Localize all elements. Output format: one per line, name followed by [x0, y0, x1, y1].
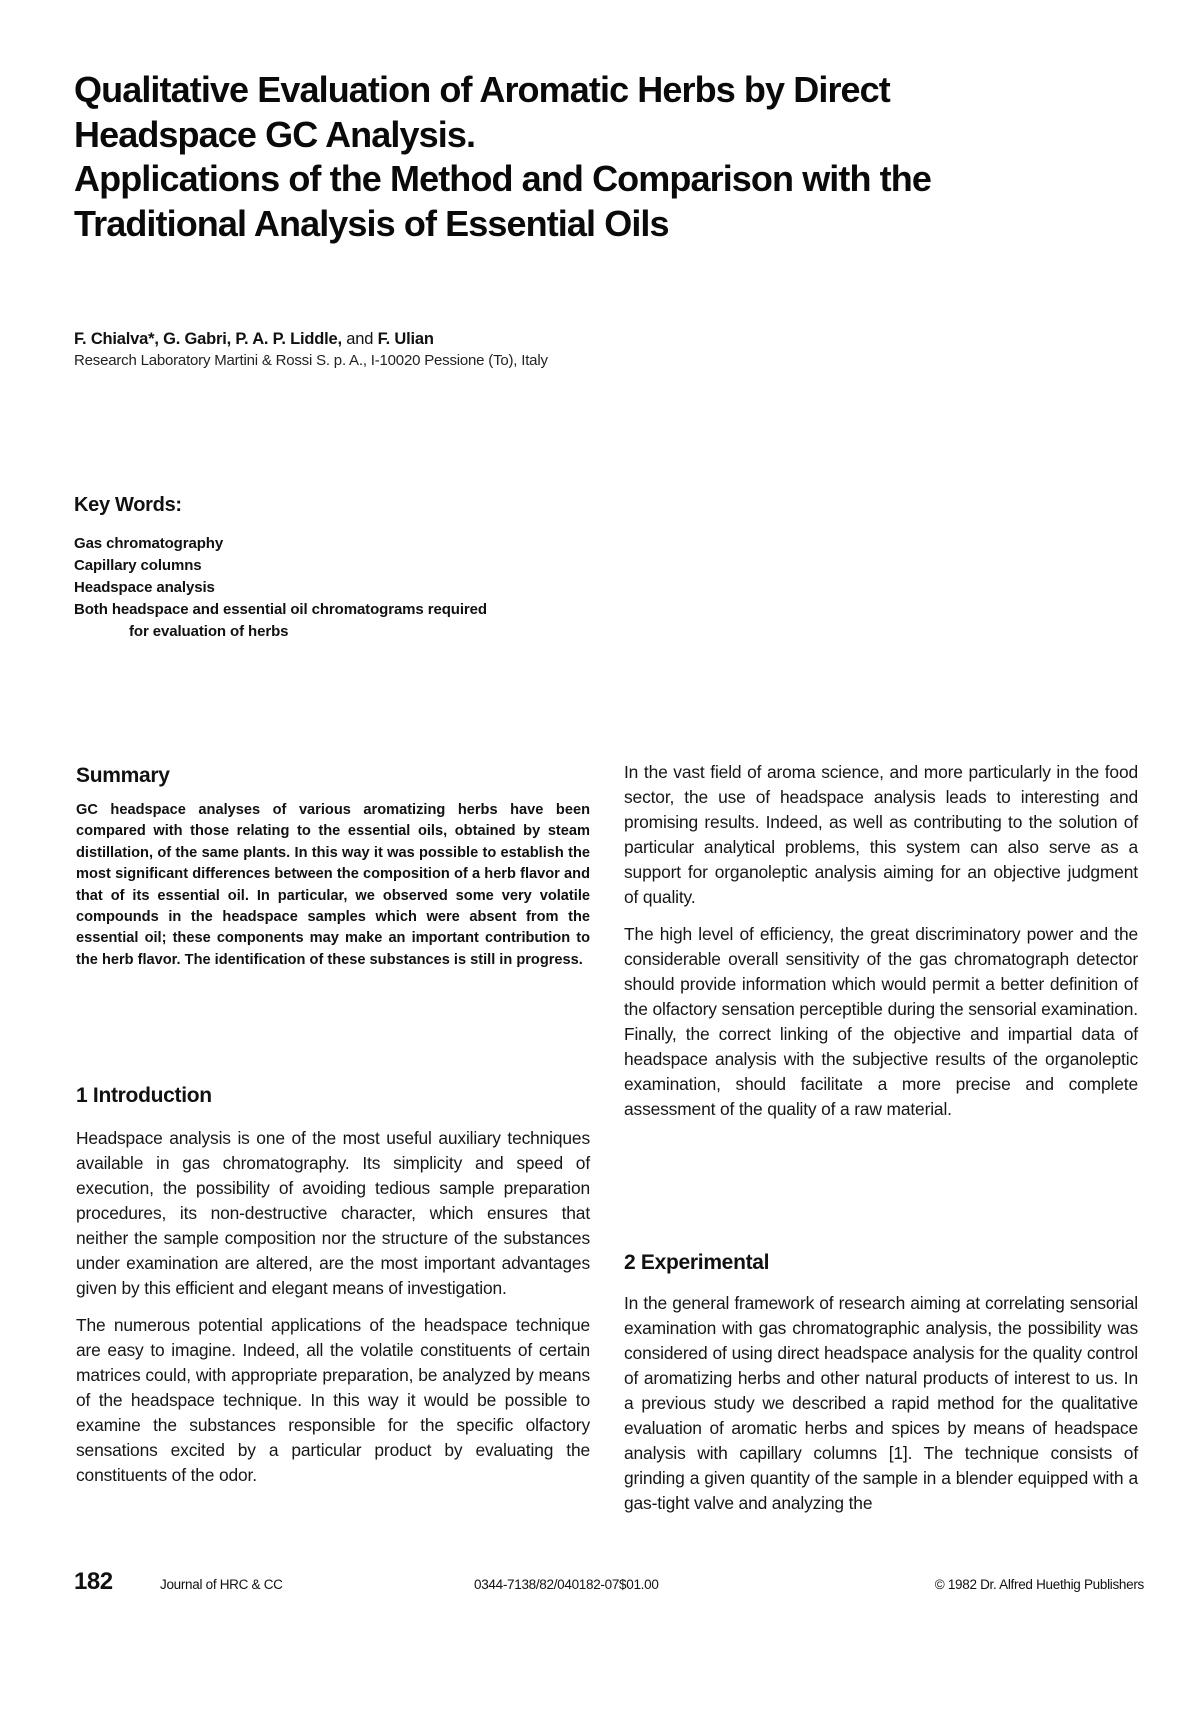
authors-last: F. Ulian: [377, 330, 434, 348]
summary-text: GC headspace analyses of various aromatizing herbs have been compared with those relating to the essential oils, obtained by steam distillation, of the same plants. In this way it was possible to establish the most significant differences between the composition of a herb flavor and that of its essential oil. In particular, we observed some very volatile compounds in the headspace samples which were absent from the essential oil; these components may make an important contribution to the herb flavor. The identification of these substances is still in progress.: [76, 802, 590, 968]
keywords-list: [74, 533, 487, 643]
paragraph: The high level of efficiency, the great discriminatory power and the considerable overall sensitivity of the gas chromatograph detector should provide information which would permit a better definition of the olfactory sensation perceptible during the sensorial examination. Finally, the correct linking of the objective and impartial data of headspace analysis with the subjective results of the organoleptic examination, should facilitate a more precise and complete assessment of the quality of a raw material.: [624, 924, 1138, 1119]
copyright-notice: © 1982 Dr. Alfred Huethig Publishers: [934, 1577, 1144, 1592]
keywords-heading: Key Words:: [74, 494, 182, 516]
title-line: Applications of the Method and Comparison with the: [74, 158, 931, 199]
summary-heading: Summary: [76, 764, 170, 787]
introduction-heading: 1 Introduction: [76, 1084, 212, 1107]
keyword-item: Capillary columns: [74, 557, 202, 574]
introduction-body: [76, 1126, 590, 1500]
page-number: 182: [74, 1568, 113, 1595]
title-line: Headspace GC Analysis.: [74, 113, 476, 155]
paragraph: The numerous potential applications of the headspace technique are easy to imagine. Indeed, all the volatile constituents of certain matrices could, with appropriate preparation, be analyzed by means of the headspace technique. In this way it would be possible to examine the substances responsible for the specific olfactory sensations excited by a particular product by evaluating the constituents of the odor.: [76, 1315, 590, 1485]
experimental-body: [624, 1291, 1138, 1528]
author-affiliation: Research Laboratory Martini & Rossi S. p. A., I-10020 Pessione (To), Italy: [74, 352, 548, 369]
right-column-intro-continued: [624, 760, 1138, 1134]
paragraph: In the vast field of aroma science, and more particularly in the food sector, the use of headspace analysis leads to interesting and promising results. Indeed, as well as contributing to the solution of particular analytical problems, this system can also serve as a support for organoleptic analysis aiming for an objective judgment of quality.: [624, 762, 1138, 907]
title-line: Traditional Analysis of Essential Oils: [74, 202, 669, 244]
paragraph: In the general framework of research aiming at correlating sensorial examination with gas chromatographic analysis, the possibility was considered of using direct headspace analysis for the quality control of aromatizing herbs and other natural products of interest to us. In a previous study we described a rapid method for the qualitative evaluation of aromatic herbs and spices by means of headspace analysis with capillary columns [1]. The technique consists of grinding a given quantity of the sample in a blender equipped with a gas-tight valve and analyzing the: [624, 1293, 1138, 1513]
keyword-item-continuation: for evaluation of herbs: [129, 623, 289, 640]
keyword-item: Gas chromatography: [74, 535, 224, 552]
author-list: [74, 330, 434, 349]
experimental-heading: 2 Experimental: [624, 1251, 770, 1274]
paragraph: Headspace analysis is one of the most useful auxiliary techniques available in gas chromatography. Its simplicity and speed of execution, the possibility of avoiding tedious sample preparation procedures, its non-destructive character, which ensures that neither the sample composition nor the structure of the substances under examination are altered, are the most important advantages given by this efficient and elegant means of investigation.: [76, 1128, 590, 1298]
keyword-item: Headspace analysis: [74, 579, 215, 596]
title-line: Qualitative Evaluation of Aromatic Herbs by Direct: [74, 69, 890, 110]
issn-code: 0344-7138/82/040182-07$01.00: [474, 1577, 659, 1592]
paper-title: [74, 68, 1074, 246]
authors-conjunction: and: [341, 330, 378, 348]
journal-name: Journal of HRC & CC: [160, 1577, 283, 1592]
page-footer: [74, 1568, 1144, 1600]
authors-main: F. Chialva*, G. Gabri, P. A. P. Liddle,: [74, 330, 342, 348]
keyword-item: Both headspace and essential oil chromatograms required: [74, 601, 487, 618]
